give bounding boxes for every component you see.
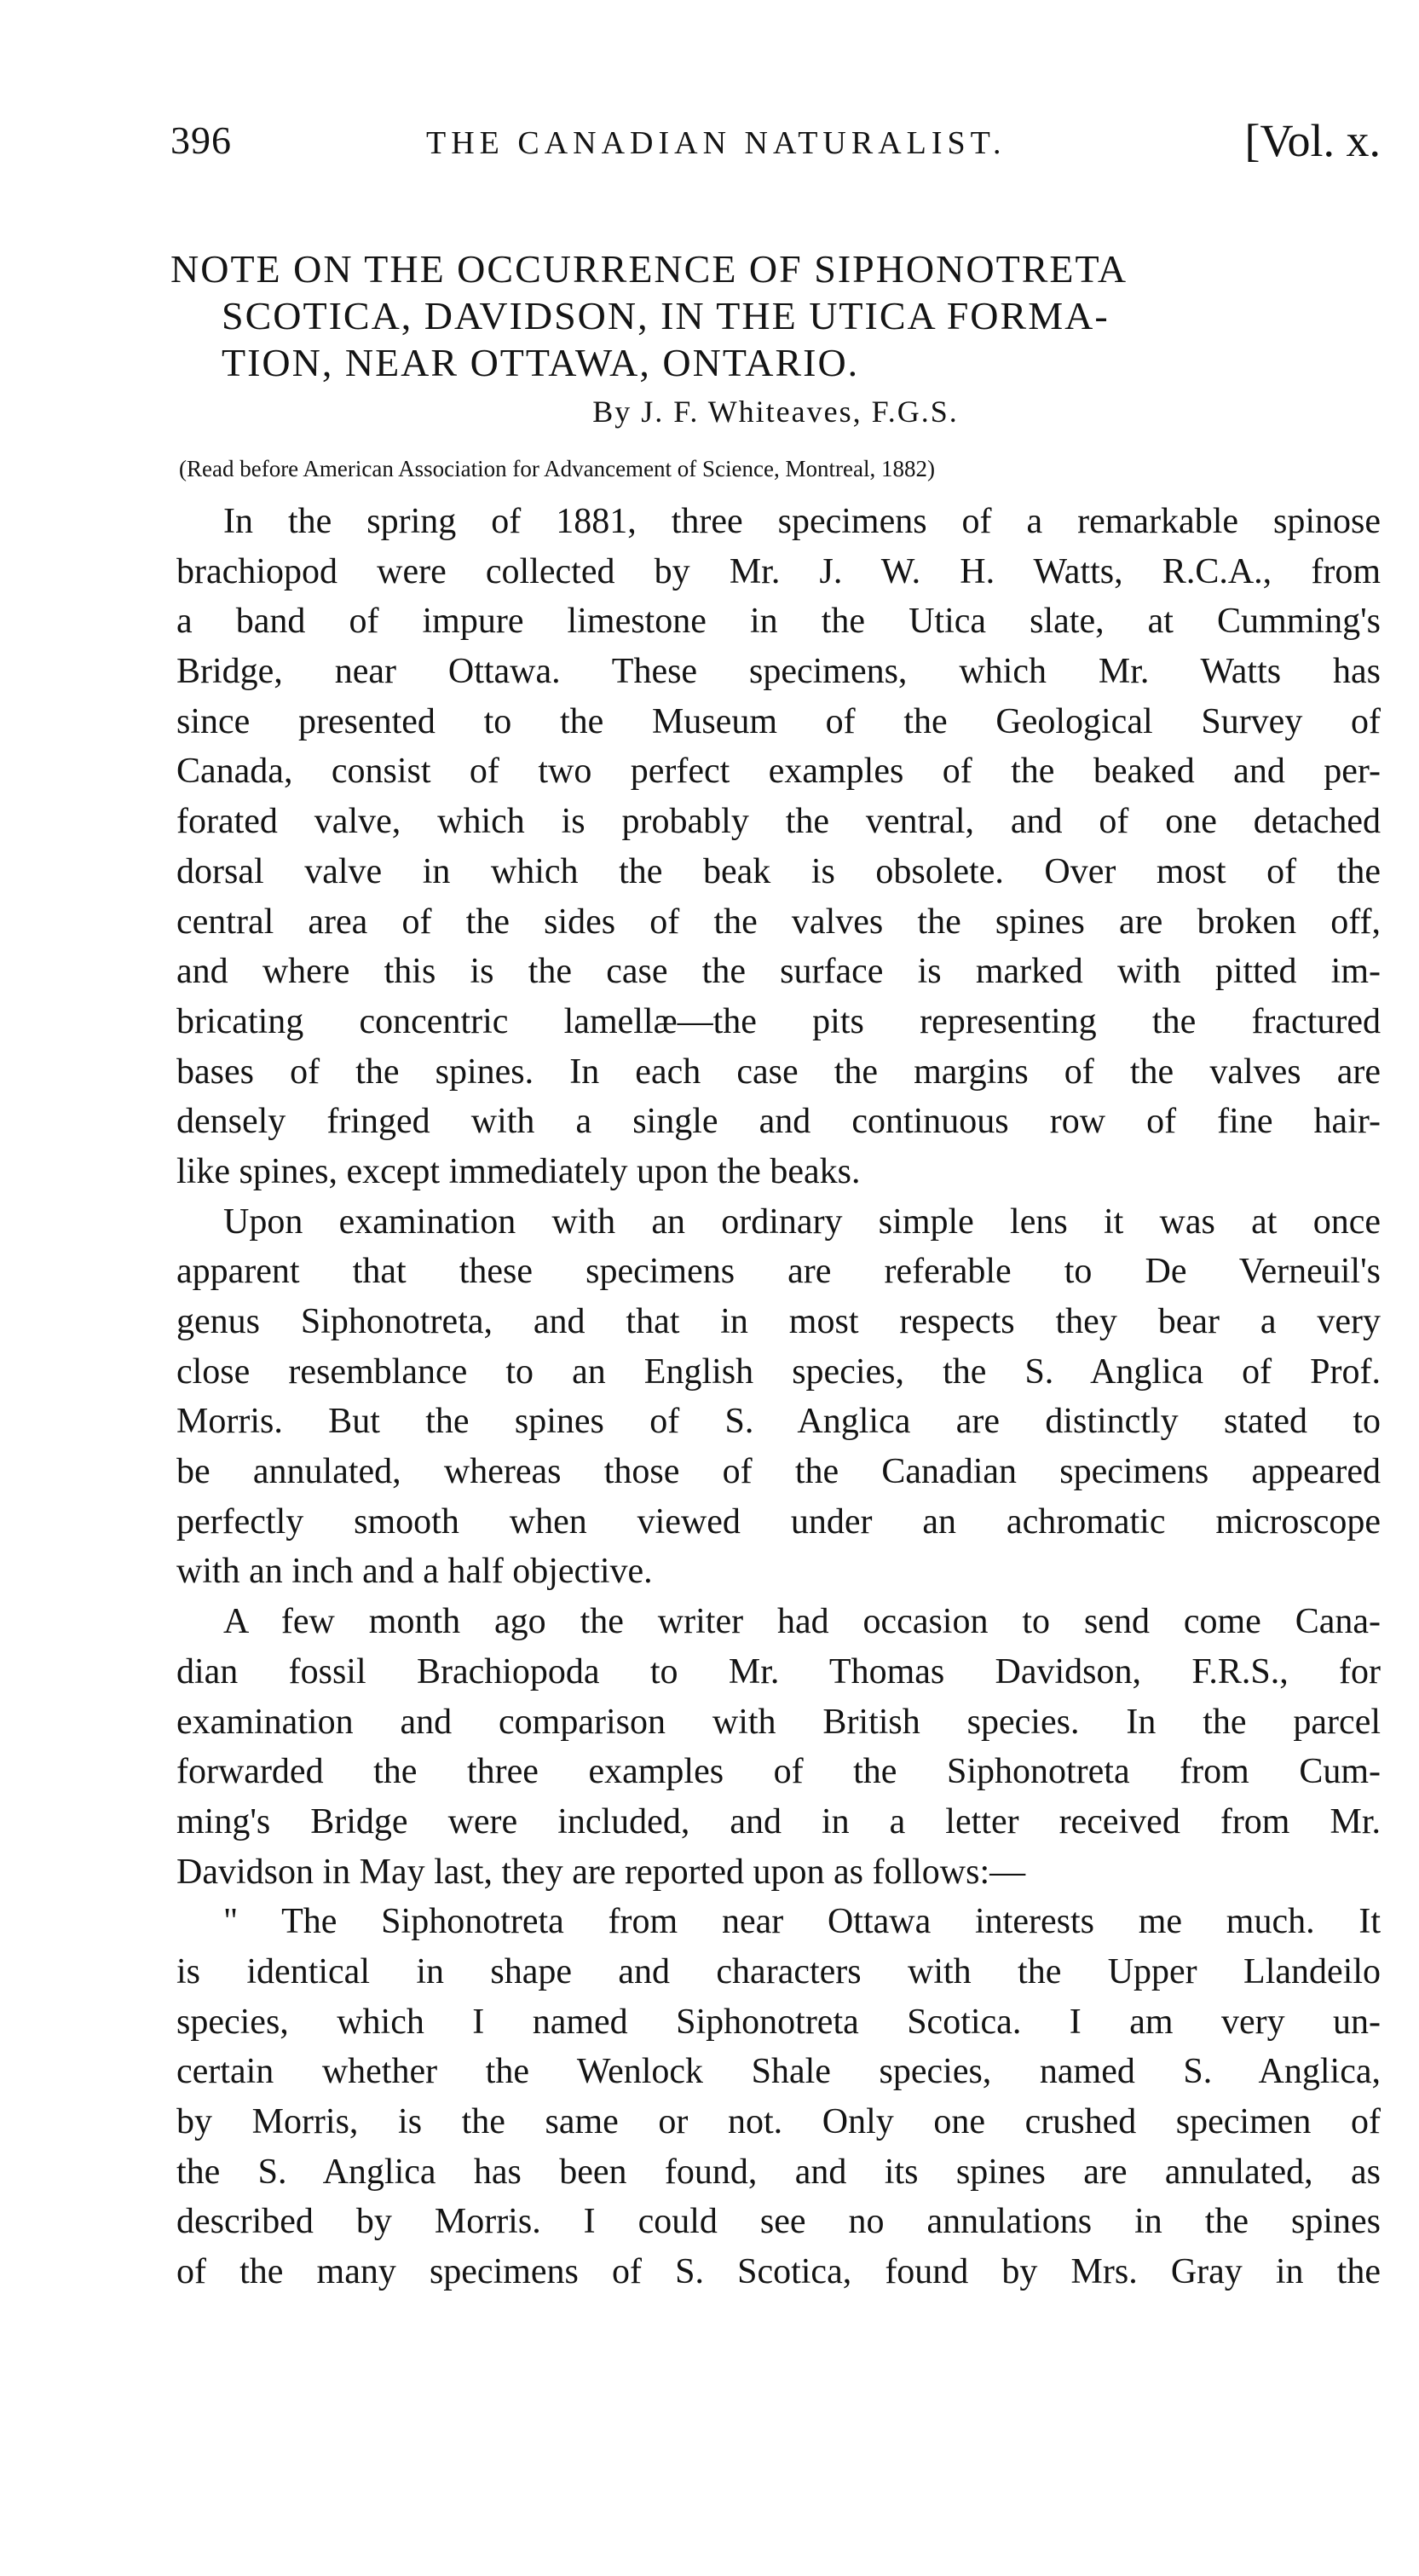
text-line: ming's Bridge were included, and in a letter received from Mr.: [176, 1801, 1381, 1841]
text-line: the S. Anglica has been found, and its spines are annulated, as: [176, 2152, 1381, 2192]
text-line: A few month ago the writer had occasion to send come Cana-: [223, 1602, 1381, 1642]
text-line: be annulated, whereas those of the Canadian specimens appeared: [176, 1452, 1381, 1492]
text-line: Canada, consist of two perfect examples of the beaked and per-: [176, 752, 1381, 792]
text-line: densely fringed with a single and continuous row of fine hair-: [176, 1102, 1381, 1142]
text-line: apparent that these specimens are referable to De Verneuil's: [176, 1252, 1381, 1292]
text-line: is identical in shape and characters with the Upper Llandeilo: [176, 1951, 1381, 1991]
article-body: [176, 497, 1381, 2297]
text-line: Bridge, near Ottawa. These specimens, which Mr. Watts has: [176, 652, 1381, 692]
text-line: Upon examination with an ordinary simple lens it was at once: [223, 1202, 1381, 1242]
text-line: species, which I named Siphonotreta Scotica. I am very un-: [176, 2002, 1381, 2042]
text-line: certain whether the Wenlock Shale species, named S. Anglica,: [176, 2052, 1381, 2092]
text-line: described by Morris. I could see no annulations in the spines: [176, 2202, 1381, 2242]
text-line: bases of the spines. In each case the margins of the valves are: [176, 1052, 1381, 1092]
text-line: Morris. But the spines of S. Anglica are distinctly stated to: [176, 1402, 1381, 1442]
title-line: TION, NEAR OTTAWA, ONTARIO.: [222, 341, 860, 384]
text-line: like spines, except immediately upon the beaks.: [176, 1151, 861, 1191]
text-line: dian fossil Brachiopoda to Mr. Thomas Davidson, F.R.S., for: [176, 1651, 1381, 1691]
page-number: 396: [170, 118, 232, 162]
author-byline: By J. F. Whiteaves, F.G.S.: [592, 395, 959, 429]
text-line: bricating concentric lamellæ—the pits representing the fractured: [176, 1001, 1381, 1041]
text-line: " The Siphonotreta from near Ottawa interests me much. It: [223, 1902, 1381, 1942]
journal-title: THE CANADIAN NATURALIST.: [426, 125, 1007, 161]
text-line: of the many specimens of S. Scotica, found by Mrs. Gray in the: [176, 2252, 1381, 2292]
text-line: examination and comparison with British species. In the parcel: [176, 1702, 1381, 1742]
read-note: (Read before American Association for Advancement of Science, Montreal, 1882): [179, 456, 935, 481]
text-line: forated valve, which is probably the ventral, and of one detached: [176, 802, 1381, 842]
text-line: perfectly smooth when viewed under an achromatic microscope: [176, 1501, 1381, 1542]
text-line: dorsal valve in which the beak is obsolete. Over most of the: [176, 851, 1381, 891]
text-line: close resemblance to an English species, the S. Anglica of Prof.: [176, 1351, 1381, 1392]
text-line: Davidson in May last, they are reported upon as follows:—: [176, 1852, 1026, 1892]
article-title: [170, 245, 1381, 386]
title-line: NOTE ON THE OCCURRENCE OF SIPHONOTRETA: [170, 247, 1128, 291]
volume-label: [Vol. x.: [1244, 115, 1381, 166]
title-line: SCOTICA, DAVIDSON, IN THE UTICA FORMA-: [222, 294, 1110, 337]
running-head: [170, 115, 1381, 177]
text-line: and where this is the case the surface is marked with pitted im-: [176, 952, 1381, 992]
text-line: central area of the sides of the valves the spines are broken off,: [176, 902, 1381, 942]
text-line: forwarded the three examples of the Siphonotreta from Cum-: [176, 1752, 1381, 1792]
text-line: since presented to the Museum of the Geological Survey of: [176, 701, 1381, 741]
text-line: genus Siphonotreta, and that in most respects they bear a very: [176, 1302, 1381, 1341]
text-line: In the spring of 1881, three specimens of a remarkable spinose: [223, 502, 1381, 541]
text-line: brachiopod were collected by Mr. J. W. H. Watts, R.C.A., from: [176, 551, 1381, 591]
text-line: by Morris, is the same or not. Only one crushed specimen of: [176, 2102, 1381, 2141]
text-line: with an inch and a half objective.: [176, 1552, 653, 1592]
text-line: a band of impure limestone in the Utica slate, at Cumming's: [176, 602, 1381, 642]
